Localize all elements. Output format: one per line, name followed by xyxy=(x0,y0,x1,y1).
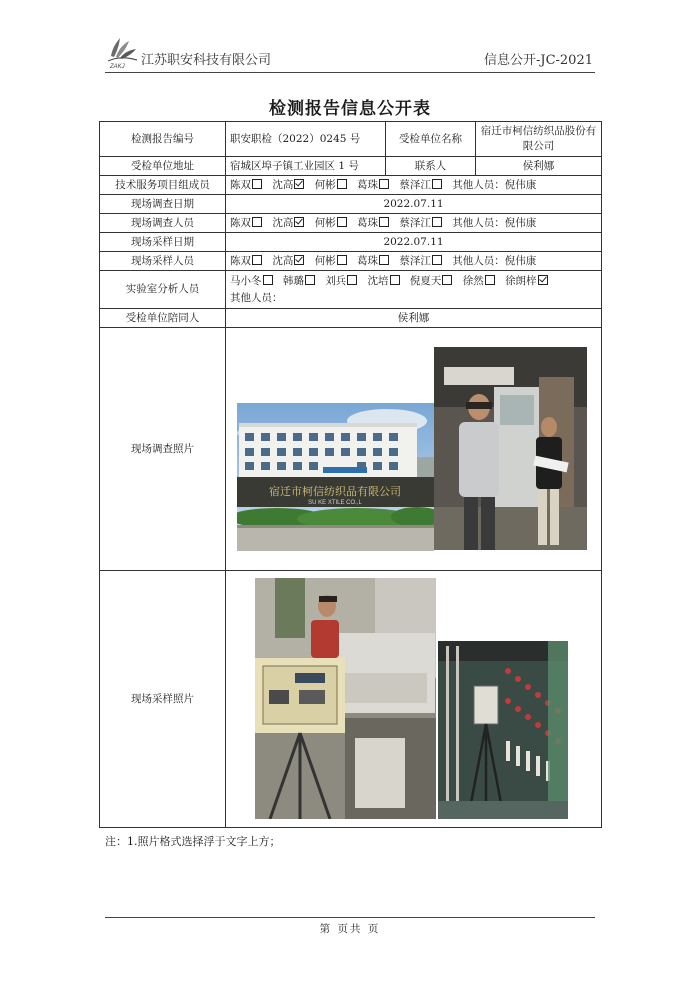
checkbox[interactable] xyxy=(252,255,262,265)
checkbox[interactable] xyxy=(379,179,389,189)
checkbox[interactable] xyxy=(485,275,495,285)
row-survey-date xyxy=(100,195,602,214)
person-option: 蔡泽江 xyxy=(399,217,445,229)
row-escort xyxy=(100,309,602,328)
label-report-no: 检测报告编号 xyxy=(100,122,226,157)
value-sampling-date: 2022.07.11 xyxy=(226,233,602,252)
person-option: 葛珠 xyxy=(357,217,392,229)
value-contact: 侯利娜 xyxy=(476,157,602,176)
person-option: 陈双 xyxy=(230,255,265,267)
label-survey-photos: 现场调查照片 xyxy=(100,328,226,571)
row-lab-people xyxy=(100,271,602,309)
label-escort: 受检单位陪同人 xyxy=(100,309,226,328)
checkbox[interactable] xyxy=(379,255,389,265)
person-option: 葛珠 xyxy=(357,179,392,191)
value-escort: 侯利娜 xyxy=(226,309,602,328)
label-lab-people: 实验室分析人员 xyxy=(100,271,226,309)
spinning-frame-sampling-photo xyxy=(438,641,568,819)
person-option: 葛珠 xyxy=(357,255,392,267)
checkbox[interactable] xyxy=(337,255,347,265)
checkbox[interactable] xyxy=(337,217,347,227)
label-address: 受检单位地址 xyxy=(100,157,226,176)
person-option: 何彬 xyxy=(315,217,350,229)
person-option: 何彬 xyxy=(315,179,350,191)
person-option: 陈双 xyxy=(230,217,265,229)
checkbox[interactable] xyxy=(390,275,400,285)
row-report-no xyxy=(100,122,602,157)
checkbox[interactable] xyxy=(294,179,304,189)
row-sampling-people xyxy=(100,252,602,271)
footer-divider xyxy=(105,917,595,918)
person-option: 蔡泽江 xyxy=(399,255,445,267)
person-option: 沈高 xyxy=(272,179,307,191)
document-code: 信息公开-JC-2021 xyxy=(483,53,593,68)
person-option: 韩璐 xyxy=(283,275,318,287)
page-title: 检测报告信息公开表 xyxy=(269,99,431,119)
other-people: 其他人员： xyxy=(230,291,283,304)
factory-building-photo xyxy=(237,403,434,551)
label-contact: 联系人 xyxy=(386,157,476,176)
label-sampling-photos: 现场采样照片 xyxy=(100,571,226,828)
person-option: 徐然 xyxy=(463,275,498,287)
page-header xyxy=(105,34,595,73)
label-survey-date: 现场调查日期 xyxy=(100,195,226,214)
checkbox[interactable] xyxy=(379,217,389,227)
row-address xyxy=(100,157,602,176)
person-option: 倪夏天 xyxy=(410,275,456,287)
person-option: 蔡泽江 xyxy=(399,179,445,191)
person-option: 沈高 xyxy=(272,255,307,267)
checkbox[interactable] xyxy=(305,275,315,285)
person-option: 刘兵 xyxy=(325,275,360,287)
workshop-survey-photo xyxy=(434,347,587,550)
checkbox[interactable] xyxy=(432,179,442,189)
label-sampling-people: 现场采样人员 xyxy=(100,252,226,271)
company-name: 江苏职安科技有限公司 xyxy=(141,53,272,68)
row-survey-people xyxy=(100,214,602,233)
label-unit-name: 受检单位名称 xyxy=(386,122,476,157)
checkbox[interactable] xyxy=(252,179,262,189)
value-address: 宿城区埠子镇工业园区 1 号 xyxy=(226,157,386,176)
value-sampling-people xyxy=(226,252,602,271)
other-people: 其他人员：倪伟康 xyxy=(452,178,537,191)
building-sign: 宿迁市柯信纺织品有限公司 xyxy=(269,485,401,498)
person-option: 马小冬 xyxy=(230,275,276,287)
company-logo xyxy=(105,34,139,70)
person-option: 徐朗梓 xyxy=(505,275,551,287)
value-team xyxy=(226,176,602,195)
label-team: 技术服务项目组成员 xyxy=(100,176,226,195)
value-lab-people xyxy=(226,271,602,309)
checkbox[interactable] xyxy=(432,217,442,227)
checkbox[interactable] xyxy=(263,275,273,285)
other-people: 其他人员：倪伟康 xyxy=(452,216,537,229)
checkbox[interactable] xyxy=(538,275,548,285)
value-unit-name: 宿迁市柯信纺织品股份有限公司 xyxy=(476,122,602,157)
label-survey-people: 现场调查人员 xyxy=(100,214,226,233)
person-option: 陈双 xyxy=(230,179,265,191)
checkbox[interactable] xyxy=(337,179,347,189)
building-sign-english: SU KE XTILE CO.,L xyxy=(308,500,362,506)
person-option: 沈高 xyxy=(272,217,307,229)
checkbox[interactable] xyxy=(294,217,304,227)
person-option: 沈培 xyxy=(368,275,403,287)
page-number: 第 页共 页 xyxy=(319,923,381,935)
footnote: 注：1.照片格式选择浮于文字上方； xyxy=(105,835,281,848)
row-team xyxy=(100,176,602,195)
svg-text:ZAKJ: ZAKJ xyxy=(110,64,125,70)
checkbox[interactable] xyxy=(294,255,304,265)
value-survey-date: 2022.07.11 xyxy=(226,195,602,214)
checkbox[interactable] xyxy=(442,275,452,285)
person-option: 何彬 xyxy=(315,255,350,267)
row-sampling-date xyxy=(100,233,602,252)
checkbox[interactable] xyxy=(252,217,262,227)
value-report-no: 职安职检（2022）0245 号 xyxy=(226,122,386,157)
label-sampling-date: 现场采样日期 xyxy=(100,233,226,252)
value-survey-people xyxy=(226,214,602,233)
sampling-operator-photo xyxy=(255,578,436,819)
checkbox[interactable] xyxy=(347,275,357,285)
checkbox[interactable] xyxy=(432,255,442,265)
other-people: 其他人员：倪伟康 xyxy=(452,254,537,267)
